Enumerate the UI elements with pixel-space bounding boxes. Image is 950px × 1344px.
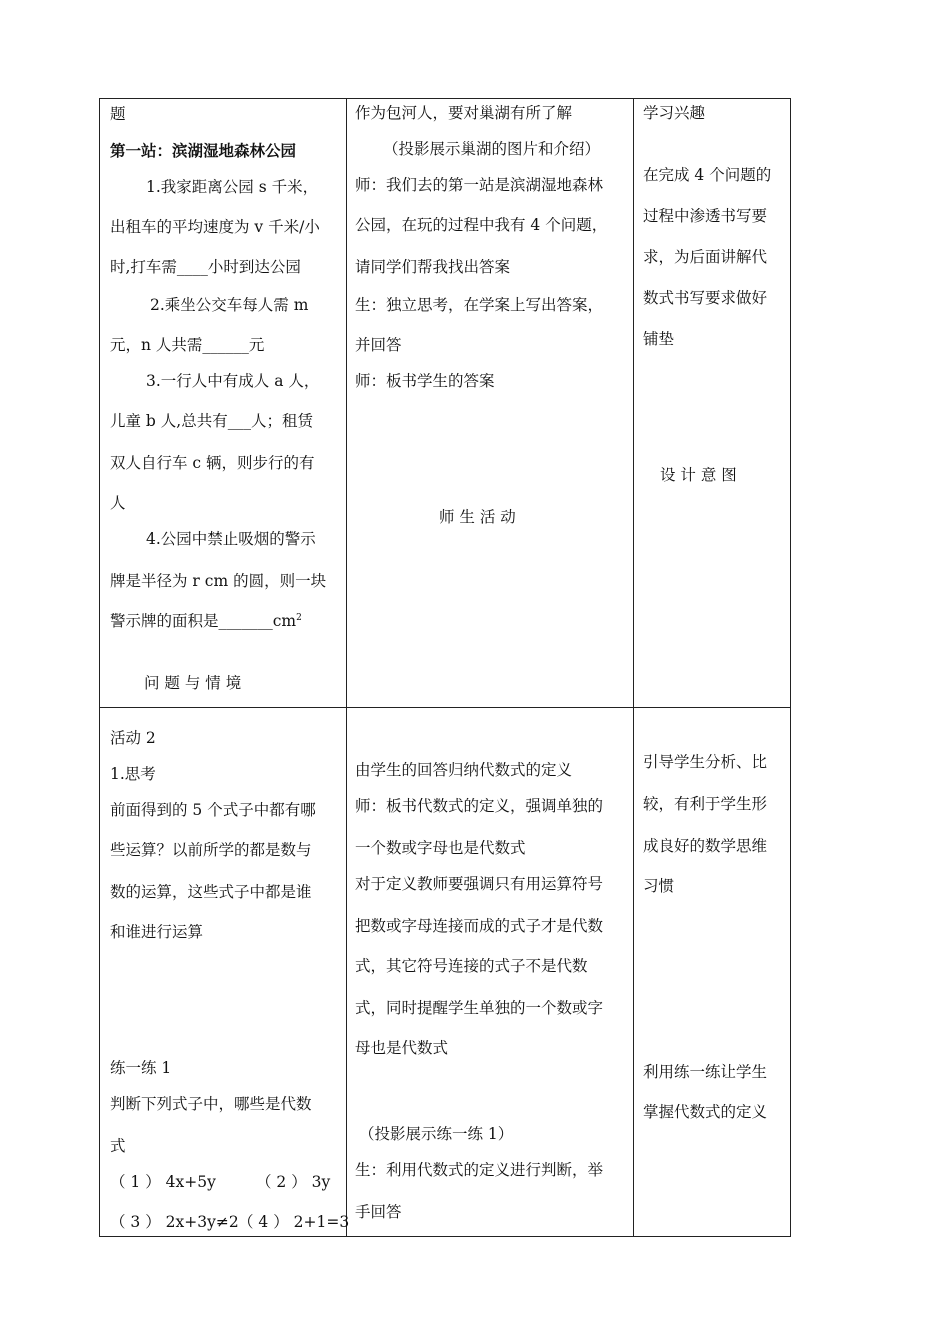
expression-1: （ 1 ） 4x+5y [110, 1173, 216, 1191]
expression-2: （ 2 ） 3y [256, 1173, 331, 1191]
text-line: 师：我们去的第一站是滨湖湿地森林 [355, 176, 604, 194]
text-line: （投影展示巢湖的图片和介绍） [383, 140, 601, 158]
text-line: 式，同时提醒学生单独的一个数或字 [355, 999, 604, 1017]
text-line: 式，其它符号连接的式子不是代数 [355, 957, 588, 975]
problem-cell-2 [100, 708, 350, 1237]
text-line: 判断下列式子中，哪些是代数 [110, 1095, 312, 1113]
question-4-line: 4.公园中禁止吸烟的警示 [146, 530, 316, 548]
text-line: 作为包河人，要对巢湖有所了解 [355, 104, 573, 122]
column-footer-design: 设 计 意 图 [660, 466, 737, 484]
text-line: 并回答 [355, 336, 402, 354]
practice-title: 练一练 1 [110, 1059, 172, 1077]
question-2-line: 元，n 人共需______元 [110, 336, 265, 354]
text-line: 在完成 4 个问题的 [643, 166, 772, 184]
table-row [100, 708, 791, 1237]
text-line: 师：板书学生的答案 [355, 372, 495, 390]
station-title: 第一站：滨湖湿地森林公园 [110, 141, 297, 160]
question-1-line: 时,打车需____小时到达公园 [110, 258, 301, 276]
text-line: 请同学们帮我找出答案 [355, 258, 511, 276]
text-line: 一个数或字母也是代数式 [355, 839, 526, 857]
table-row [100, 99, 791, 708]
problem-cell-1 [100, 99, 347, 708]
question-2-line: 2.乘坐公交车每人需 m [150, 296, 309, 314]
text-line: 掌握代数式的定义 [643, 1103, 768, 1121]
activity-cell-1 [347, 99, 634, 708]
question-3-line: 3.一行人中有成人 a 人， [146, 372, 320, 390]
design-cell-1 [634, 99, 791, 708]
text-line: 生：利用代数式的定义进行判断，举 [355, 1161, 604, 1179]
lesson-plan-table [99, 98, 791, 1237]
question-4-line: 牌是半径为 r cm 的圆，则一块 [110, 572, 327, 590]
text-line: 式 [110, 1137, 126, 1155]
activity-cell-2 [347, 708, 634, 1237]
text-line: 公园，在玩的过程中我有 4 个问题， [355, 216, 608, 234]
text-line: 过程中渗透书写要 [643, 207, 768, 225]
text-line: 手回答 [355, 1203, 402, 1221]
text-line: 学习兴趣 [643, 104, 706, 122]
text-line: 铺垫 [643, 330, 675, 348]
text-line: 师：板书代数式的定义，强调单独的 [355, 797, 604, 815]
text-line: 习惯 [643, 877, 675, 895]
text-line: （投影展示练一练 1） [359, 1125, 514, 1143]
text-line: 些运算？以前所学的都是数与 [110, 841, 312, 859]
text-line: 由学生的回答归纳代数式的定义 [355, 761, 573, 779]
question-3-line: 儿童 b 人,总共有___人；租赁 [110, 412, 313, 430]
text-line: 较，有利于学生形 [643, 795, 768, 813]
text-line: 利用练一练让学生 [643, 1063, 768, 1081]
question-3-line: 双人自行车 c 辆，则步行的有 [110, 454, 315, 472]
text-line: 求，为后面讲解代 [643, 248, 768, 266]
text-line: 题 [110, 105, 126, 123]
text-line: 1.思考 [110, 765, 156, 783]
text-line: 引导学生分析、比 [643, 753, 768, 771]
text-line: 数式书写要求做好 [643, 289, 768, 307]
superscript: 2 [296, 612, 302, 623]
expression-4: （ 4 ） 2+1=3 [238, 1213, 350, 1231]
text-line: 对于定义教师要强调只有用运算符号 [355, 875, 604, 893]
text-line: 把数或字母连接而成的式子才是代数 [355, 917, 604, 935]
question-1-line: 1.我家距离公园 s 千米， [146, 178, 319, 196]
question-1-line: 出租车的平均速度为 v 千米/小 [110, 218, 320, 236]
text-line: 数的运算，这些式子中都是谁 [110, 883, 312, 901]
question-4-line: 警示牌的面积是$\_\_\_\_\_\_\_cm^2$ [110, 612, 302, 630]
text-line: 前面得到的 5 个式子中都有哪 [110, 801, 316, 819]
text-line: 生：独立思考，在学案上写出答案， [355, 296, 604, 314]
text-line: 和谁进行运算 [110, 923, 204, 941]
expression-3: （ 3 ） 2x+3y≠2 [110, 1213, 239, 1231]
text-line: 活动 2 [110, 729, 156, 747]
question-3-line: 人 [110, 494, 126, 512]
design-cell-2 [634, 708, 791, 1237]
column-footer-problem: 问 题 与 情 境 [144, 674, 242, 692]
text-line: 成良好的数学思维 [643, 837, 768, 855]
text-line: 母也是代数式 [355, 1039, 449, 1057]
column-footer-activity: 师 生 活 动 [439, 508, 516, 526]
